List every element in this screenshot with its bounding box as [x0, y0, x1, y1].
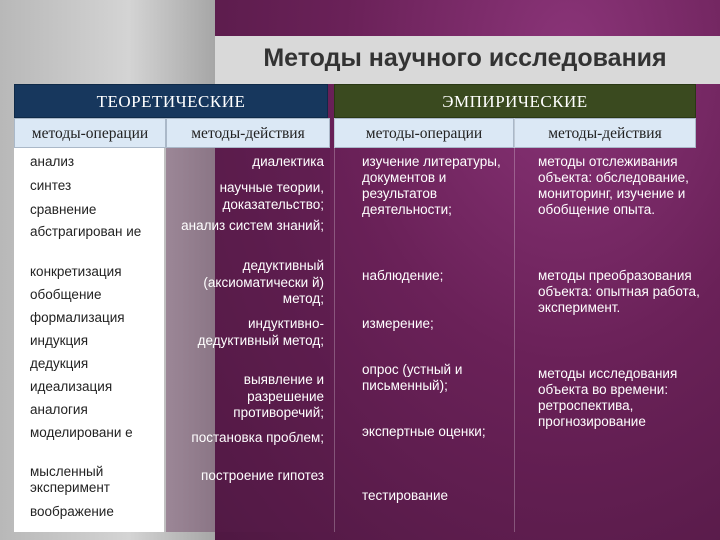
column-theoretical-operations	[14, 148, 164, 532]
list-item: дедукция	[30, 356, 89, 371]
list-item: конкретизация	[30, 264, 122, 279]
subheader-empirical-actions: методы-действия	[514, 118, 696, 148]
list-item: аналогия	[30, 402, 88, 417]
list-item: опрос (устный и письменный);	[362, 362, 463, 393]
list-item: индуктивно-дедуктивный метод;	[197, 316, 324, 348]
column-empirical-operations	[340, 148, 508, 532]
subheader-theoretical-operations: методы-операции	[14, 118, 166, 148]
list-item: идеализация	[30, 379, 113, 394]
list-item: постановка проблем;	[191, 430, 324, 445]
column-divider	[334, 118, 335, 532]
column-empirical-actions	[516, 148, 700, 532]
column-divider	[514, 118, 515, 532]
list-item: абстрагирован ие	[30, 224, 142, 239]
list-item: измерение;	[362, 316, 434, 331]
subheader-empirical-operations: методы-операции	[334, 118, 514, 148]
subheader-theoretical-actions: методы-действия	[166, 118, 330, 148]
list-item: сравнение	[30, 202, 97, 217]
list-item: наблюдение;	[362, 268, 444, 283]
list-item: методы исследования объекта во времени: ретроспектива, прогнозирование	[538, 366, 678, 429]
list-item: мысленный эксперимент	[30, 464, 110, 495]
list-item: дедуктивный (аксиоматически й) метод;	[203, 258, 324, 306]
list-item: научные теории, доказательство;	[219, 180, 324, 212]
list-item: построение гипотез	[201, 468, 324, 483]
list-item: изучение литературы, документов и результатов деятельности;	[362, 154, 501, 217]
list-item: выявление и разрешение противоречий;	[233, 372, 324, 420]
list-item: обобщение	[30, 287, 102, 302]
header-empirical: ЭМПИРИЧЕСКИЕ	[334, 84, 696, 118]
slide-title: Методы научного исследования	[263, 44, 667, 72]
header-theoretical: ТЕОРЕТИЧЕСКИЕ	[14, 84, 328, 118]
list-item: анализ	[30, 154, 75, 169]
list-item: тестирование	[362, 488, 449, 503]
list-item: синтез	[30, 178, 72, 193]
list-item: моделировани е	[30, 425, 133, 440]
list-item: методы преобразования объекта: опытная работа, эксперимент.	[538, 268, 700, 315]
list-item: диалектика	[252, 154, 324, 169]
list-item: анализ систем знаний;	[181, 218, 324, 233]
list-item: индукция	[30, 333, 89, 348]
list-item: экспертные оценки;	[362, 424, 486, 439]
list-item: методы отслеживания объекта: обследование, мониторинг, изучение и обобщение опыта.	[538, 154, 689, 217]
column-theoretical-actions	[166, 148, 330, 532]
list-item: формализация	[30, 310, 125, 325]
list-item: воображение	[30, 504, 114, 519]
